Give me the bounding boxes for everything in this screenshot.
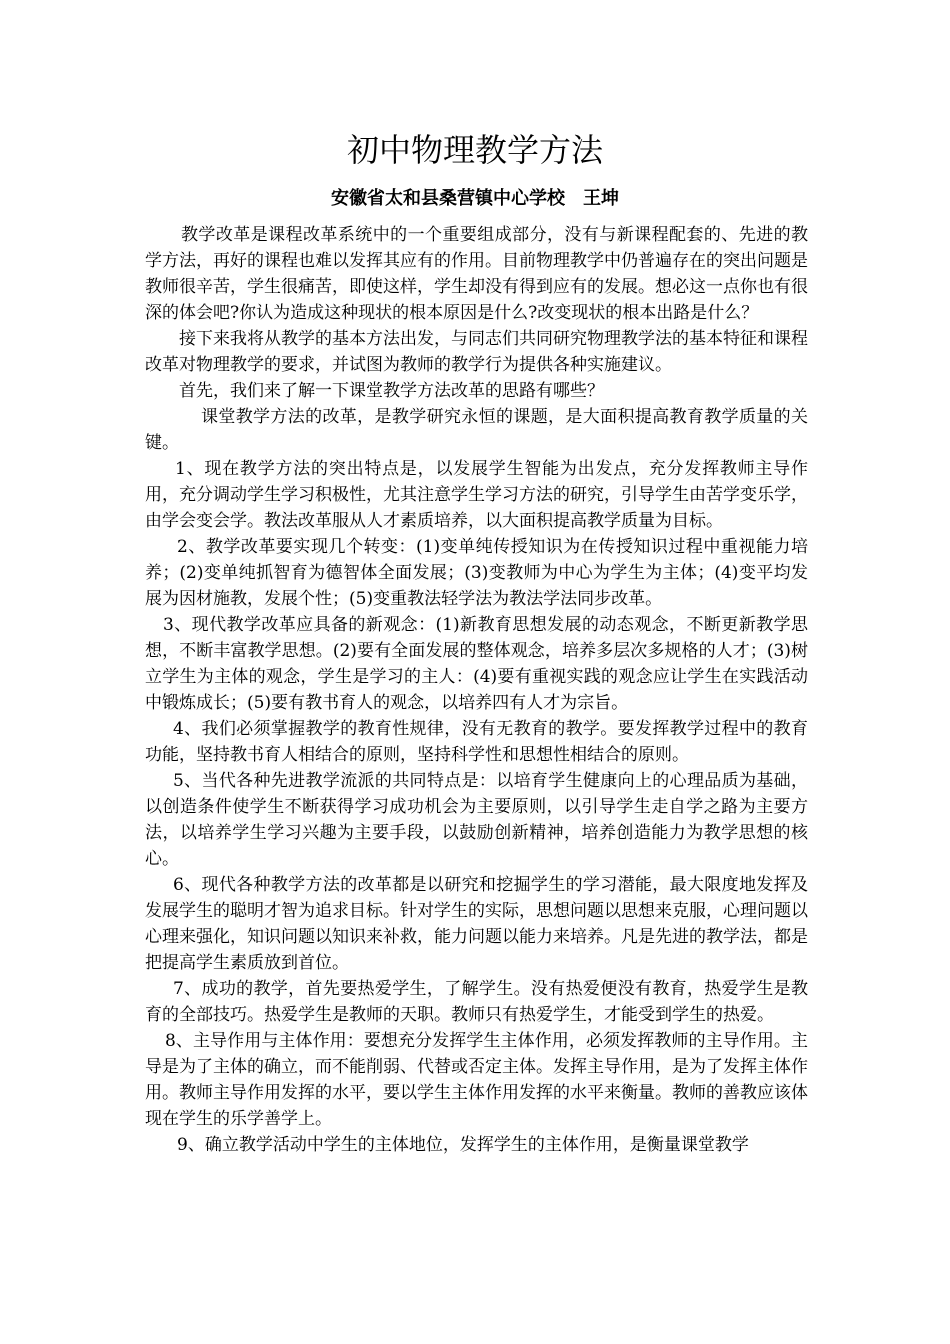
paragraph: 7、成功的教学，首先要热爱学生，了解学生。没有热爱便没有教育，热爱学生是教育的全部技巧。热爱学生是教师的天职。教师只有热爱学生，才能受到学生的热爱。 [145, 979, 808, 1025]
paragraph: 2、教学改革要实现几个转变：(1)变单纯传授知识为在传授知识过程中重视能力培养；(2)变单纯抓智育为德智体全面发展；(3)变教师为中心为学生为主体；(4)变平均发展为因材施教，发展个性；(5)变重教法轻学法为教法学法同步改革。 [145, 537, 808, 609]
document-body [145, 222, 808, 1158]
paragraph: 课堂教学方法的改革，是教学研究永恒的课题，是大面积提高教育教学质量的关键。 [145, 407, 808, 453]
paragraph: 首先，我们来了解一下课堂教学方法改革的思路有哪些？ [179, 381, 604, 401]
paragraph: 8、主导作用与主体作用：要想充分发挥学生主体作用，必须发挥教师的主导作用。主导是为了主体的确立，而不能削弱、代替或否定主体。发挥主导作用，是为了发挥主体作用。教师主导作用发挥的水平，要以学生主体作用发挥的水平来衡量。教师的善教应该体现在学生的乐学善学上。 [145, 1031, 808, 1129]
paragraph: 5、当代各种先进教学流派的共同特点是：以培育学生健康向上的心理品质为基础，以创造条件使学生不断获得学习成功机会为主要原则，以引导学生走自学之路为主要方法，以培养学生学习兴趣为主要手段，以鼓励创新精神，培养创造能力为教学思想的核心。 [145, 771, 808, 869]
paragraph: 4、我们必须掌握教学的教育性规律，没有无教育的教学。要发挥教学过程中的教育功能，坚持教书育人相结合的原则，坚持科学性和思想性相结合的原则。 [145, 719, 808, 765]
paragraph: 6、现代各种教学方法的改革都是以研究和挖掘学生的学习潜能，最大限度地发挥及发展学生的聪明才智为追求目标。针对学生的实际，思想问题以思想来克服，心理问题以心理来强化，知识问题以知识来补救，能力问题以能力来培养。凡是先进的教学法，都是把提高学生素质放到首位。 [145, 875, 808, 973]
document-title: 初中物理教学方法 [346, 131, 603, 169]
paragraph: 1、现在教学方法的突出特点是，以发展学生智能为出发点，充分发挥教师主导作用，充分调动学生学习积极性，尤其注意学生学习方法的研究，引导学生由苦学变乐学，由学会变会学。教法改革服从人才素质培养，以大面积提高教学质量为目标。 [145, 459, 808, 531]
paragraph: 3、现代教学改革应具备的新观念：(1)新教育思想发展的动态观念，不断更新教学思想，不断丰富教学思想。(2)要有全面发展的整体观念，培养多层次多规格的人才；(3)树立学生为主体的观念，学生是学习的主人：(4)要有重视实践的观念应让学生在实践活动中锻炼成长；(5)要有教书育人的观念，以培养四有人才为宗旨。 [145, 615, 808, 713]
document-author: 安徽省太和县桑营镇中心学校 王坤 [331, 188, 619, 209]
paragraph: 教学改革是课程改革系统中的一个重要组成部分，没有与新课程配套的、先进的教学方法，再好的课程也难以发挥其应有的作用。目前物理教学中仍普遍存在的突出问题是教师很辛苦，学生很痛苦，即使这样，学生却没有得到应有的发展。想必这一点你也有很深的体会吧?你认为造成这种现状的根本原因是什么?改变现状的根本出路是什么？ [145, 225, 808, 323]
paragraph: 9、确立教学活动中学生的主体地位，发挥学生的主体作用，是衡量课堂教学 [177, 1135, 749, 1155]
paragraph: 接下来我将从教学的基本方法出发，与同志们共同研究物理教学法的基本特征和课程改革对物理教学的要求，并试图为教师的教学行为提供各种实施建议。 [145, 329, 808, 375]
